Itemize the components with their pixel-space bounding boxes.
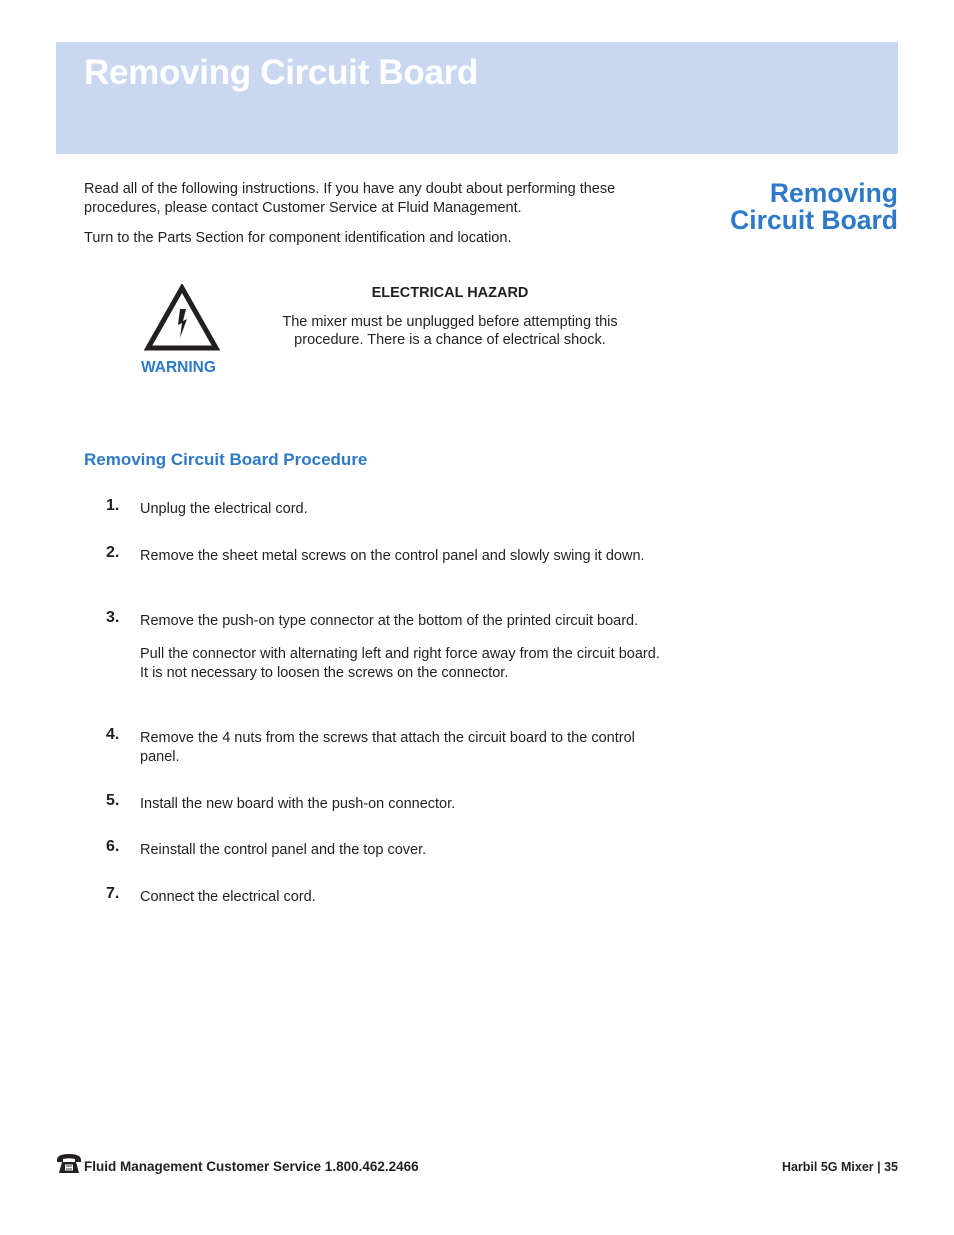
- procedure-step-3: [106, 609, 666, 697]
- step-text: Install the new board with the push-on connector.: [140, 796, 456, 812]
- step-text: Remove the push-on type connector at the bottom of the printed circuit board.: [140, 613, 639, 629]
- hazard-title: ELECTRICAL HAZARD: [371, 285, 529, 301]
- page-title: Removing Circuit Board: [84, 53, 479, 92]
- header-band: [56, 42, 898, 154]
- section-title: [730, 180, 898, 234]
- warning-label: WARNING: [141, 359, 216, 376]
- step-text: Reinstall the control panel and the top cover.: [140, 842, 427, 858]
- intro-paragraph-2: Turn to the Parts Section for component identification and location.: [84, 230, 512, 246]
- intro: [84, 180, 674, 259]
- procedure-step-7: [106, 885, 666, 921]
- intro-paragraph-1: Read all of the following instructions. If you have any doubt about performing these procedures, please contact Customer Service at Fluid Management.: [84, 181, 616, 216]
- telephone-icon: [56, 1152, 82, 1174]
- step-text: Remove the 4 nuts from the screws that attach the circuit board to the control panel.: [140, 730, 635, 765]
- electrical-hazard-icon: [144, 284, 220, 352]
- step-number: 7.: [106, 885, 120, 902]
- procedure-step-1: [106, 497, 666, 533]
- section-title-line-2: Circuit Board: [730, 205, 898, 235]
- step-number: 4.: [106, 726, 120, 743]
- page-footer: [56, 1152, 898, 1176]
- footer-page-info: Harbil 5G Mixer | 35: [781, 1160, 898, 1174]
- step-number: 6.: [106, 838, 120, 855]
- step-number: 1.: [106, 497, 120, 514]
- section-title-line-1: Removing: [769, 178, 898, 208]
- step-text: Unplug the electrical cord.: [140, 501, 308, 517]
- step-number: 3.: [106, 609, 120, 626]
- footer-customer-service: Fluid Management Customer Service 1.800.462.2466: [84, 1159, 419, 1174]
- step-text: Remove the sheet metal screws on the control panel and slowly swing it down.: [140, 548, 645, 564]
- procedure-heading: Removing Circuit Board Procedure: [84, 450, 368, 469]
- step-number: 5.: [106, 792, 120, 809]
- procedure-step-6: [106, 838, 666, 874]
- procedure-step-5: [106, 792, 666, 828]
- procedure-step-4: [106, 726, 666, 781]
- hazard-text: The mixer must be unplugged before attempting this procedure. There is a chance of electrical shock.: [282, 314, 618, 348]
- step-number: 2.: [106, 544, 120, 561]
- procedure-step-2: [106, 544, 666, 580]
- step-text: Connect the electrical cord.: [140, 889, 316, 905]
- step-note: Pull the connector with alternating left and right force away from the circuit board. It is not necessary to loosen the screws on the connector.: [140, 646, 660, 681]
- hazard-notice: [258, 284, 642, 349]
